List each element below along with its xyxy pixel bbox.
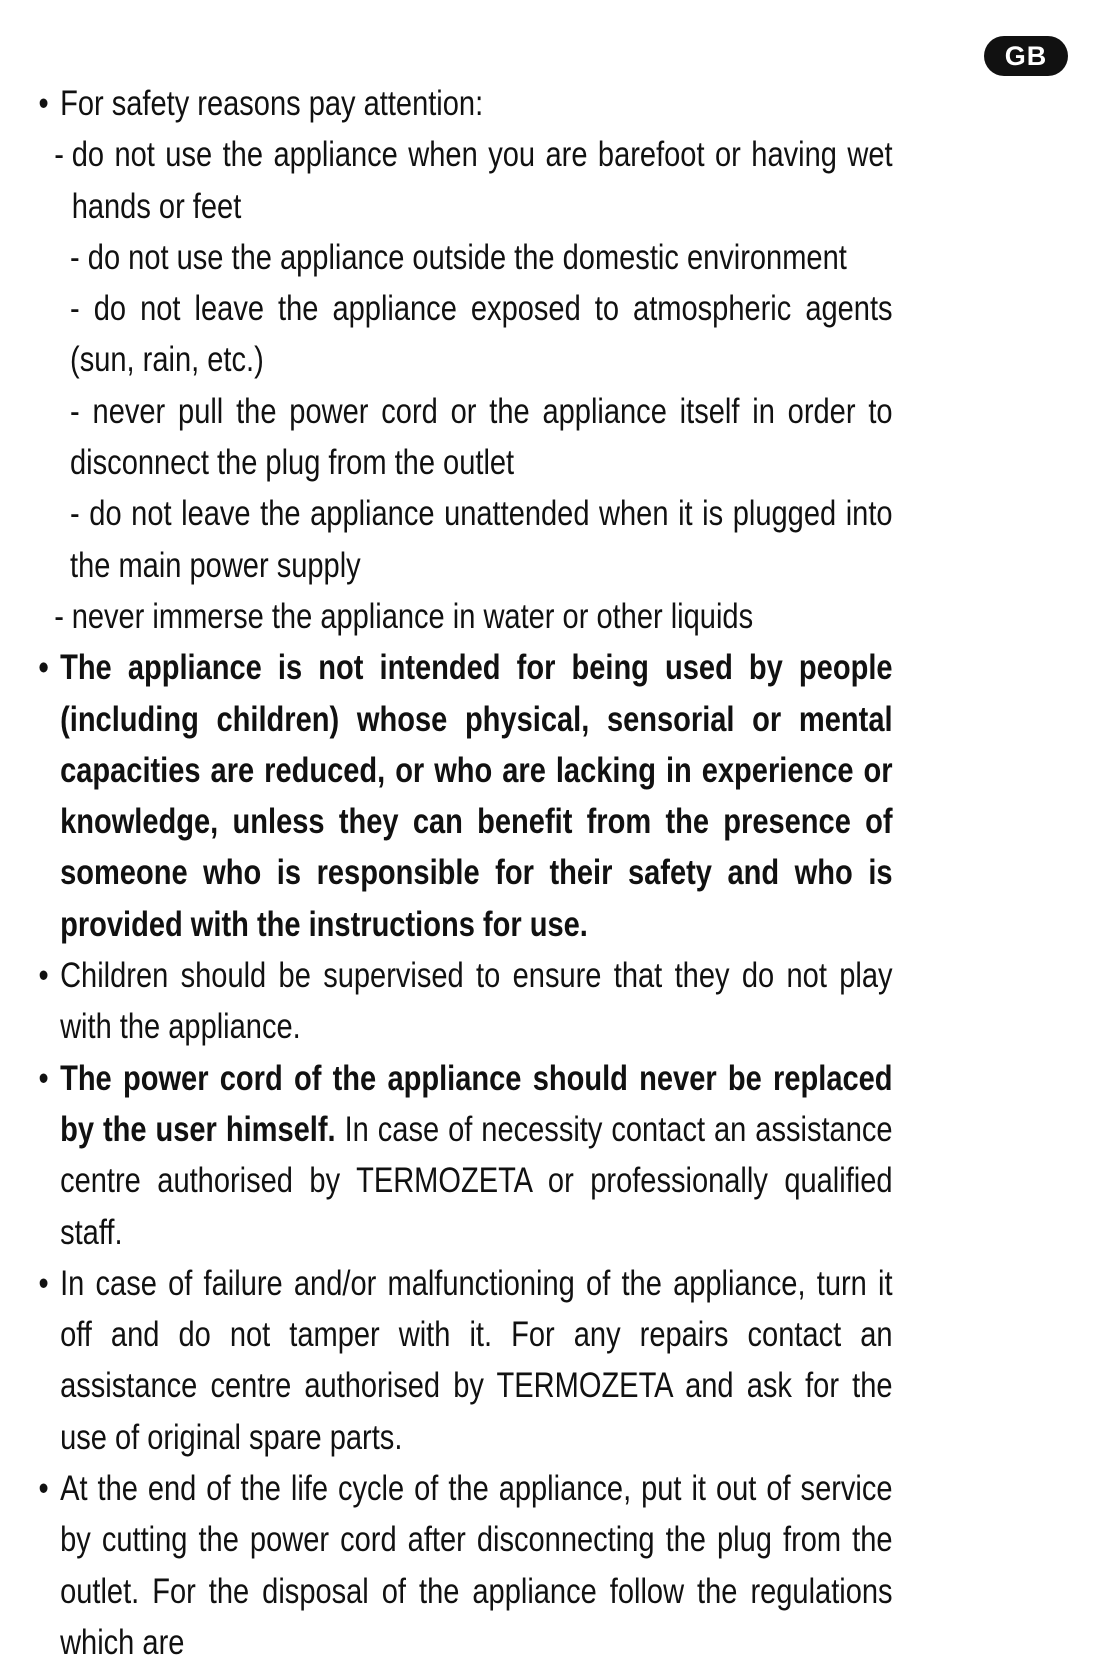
safety-subitem-1 — [36, 129, 893, 232]
dash-icon: - — [54, 135, 64, 175]
power-cord-item — [36, 1053, 893, 1258]
bullet-icon: • — [38, 648, 49, 688]
safety-subitem-3 — [36, 283, 893, 386]
end-of-life-item — [36, 1463, 893, 1668]
children-item — [36, 950, 893, 1053]
dash-icon: - — [70, 237, 80, 277]
safety-subitem-2 — [36, 232, 893, 283]
dash-icon: - — [70, 391, 80, 431]
safety-subitem-6-text: never immerse the appliance in water or other liquids — [71, 596, 754, 636]
safety-subitem-4-text: never pull the power cord or the appliance itself in order to disconnect the plug from the outlet — [70, 391, 893, 483]
not-intended-item — [36, 642, 893, 950]
failure-text: In case of failure and/or malfunctioning of the appliance, turn it off and do not tamper with it. For any repairs contact an assistance centre authorised by TERMOZETA and ask for the use of original spare parts. — [60, 1263, 893, 1457]
safety-intro-text: For safety reasons pay attention: — [60, 84, 484, 123]
children-text: Children should be supervised to ensure that they do not play with the appliance. — [60, 956, 893, 1047]
power-cord-rest-text: In case of necessity contact an assistance centre authorised by TERMOZETA or professionally qualified staff. — [60, 1109, 893, 1252]
failure-item — [36, 1258, 893, 1463]
safety-subitem-4 — [36, 386, 893, 489]
safety-subitem-6 — [36, 591, 893, 642]
safety-subitem-5 — [36, 488, 893, 591]
language-badge: GB — [984, 36, 1068, 76]
safety-subitem-5-text: do not leave the appliance unattended when it is plugged into the main power supply — [70, 494, 893, 585]
not-intended-text: The appliance is not intended for being used by people (including children) whose physical, sensorial or mental capacities are reduced, or who are lacking in experience or knowledge, unless they can benefit from the presence of someone who is responsible for their safety and who is provided with the instructions for use. — [60, 648, 893, 944]
bullet-icon: • — [38, 84, 49, 123]
safety-intro-item — [36, 78, 893, 129]
safety-subitem-2-text: do not use the appliance outside the domestic environment — [87, 237, 847, 277]
safety-subitem-3-text: do not leave the appliance exposed to atmospheric agents (sun, rain, etc.) — [70, 289, 893, 380]
bullet-icon: • — [38, 1058, 49, 1098]
power-cord-bold-text: The power cord of the appliance should never be replaced by the user himself. — [60, 1058, 893, 1149]
bullet-icon: • — [38, 1469, 49, 1509]
safety-subitem-1-text: do not use the appliance when you are barefoot or having wet hands or feet — [71, 135, 893, 226]
bullet-icon: • — [38, 1263, 49, 1303]
dash-icon: - — [70, 494, 80, 534]
dash-icon: - — [54, 596, 64, 636]
dash-icon: - — [70, 289, 80, 329]
bullet-icon: • — [38, 956, 49, 996]
end-of-life-text: At the end of the life cycle of the appliance, put it out of service by cutting the power cord after disconnecting the plug from the outlet. For the disposal of the appliance follow the regulations which are — [60, 1469, 893, 1662]
manual-text — [36, 78, 893, 1668]
